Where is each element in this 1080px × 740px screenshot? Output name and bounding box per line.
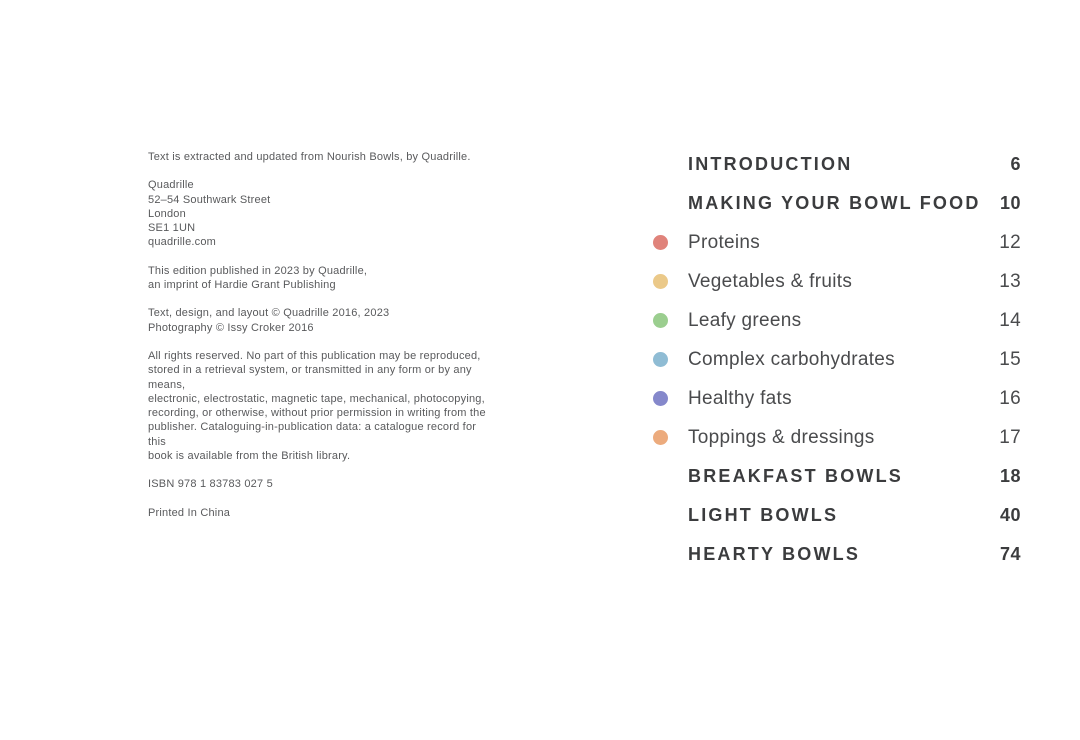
toc-row-healthy-fats: [653, 379, 1021, 418]
copyright-line: Photography © Issy Croker 2016: [148, 321, 314, 334]
toc-page-number: 14: [999, 309, 1021, 331]
category-dot-icon: [653, 274, 668, 289]
toc-page-number: 16: [999, 387, 1021, 409]
toc-entry-label: Leafy greens: [688, 309, 802, 331]
publisher-address: [148, 178, 493, 249]
toc-entry-label: Proteins: [688, 231, 761, 253]
toc-row-leafy-greens: [653, 301, 1021, 340]
toc-page-number: 6: [1010, 154, 1021, 174]
colophon: [148, 150, 493, 520]
copyright-line: Text, design, and layout © Quadrille 2016, 2023: [148, 307, 390, 320]
edition-info: [148, 264, 493, 293]
toc-entry-label: INTRODUCTION: [688, 154, 853, 174]
toc-row-making-your-bowl-food: [653, 184, 1021, 223]
rights-line: stored in a retrieval system, or transmitted in any form or by any means,: [148, 364, 472, 391]
category-dot-cell: [653, 352, 688, 367]
printed-in-text: Printed In China: [148, 506, 231, 519]
toc-page-number: 12: [999, 231, 1021, 253]
toc-row-introduction: [653, 145, 1021, 184]
copyright-info: [148, 306, 493, 335]
toc-entry-label: HEARTY BOWLS: [688, 544, 861, 564]
toc-row-complex-carbohydrates: [653, 340, 1021, 379]
toc-page-number: 13: [999, 270, 1021, 292]
category-dot-cell: [653, 430, 688, 445]
toc-entry-label: Complex carbohydrates: [688, 348, 895, 370]
category-dot-cell: [653, 313, 688, 328]
rights-line: electronic, electrostatic, magnetic tape, mechanical, photocopying,: [148, 392, 485, 405]
category-dot-icon: [653, 391, 668, 406]
toc-row-proteins: [653, 223, 1021, 262]
toc-row-toppings-dressings: [653, 418, 1021, 457]
toc-page-number: 15: [999, 348, 1021, 370]
category-dot-cell: [653, 274, 688, 289]
address-line: Quadrille: [148, 179, 194, 192]
edition-line: an imprint of Hardie Grant Publishing: [148, 279, 336, 292]
isbn-text: ISBN 978 1 83783 027 5: [148, 478, 273, 491]
category-dot-cell: [653, 391, 688, 406]
toc-page-number: 74: [999, 544, 1021, 564]
category-dot-icon: [653, 235, 668, 250]
category-dot-cell: [653, 235, 688, 250]
toc-entry-label: Vegetables & fruits: [688, 270, 853, 292]
toc-page-number: 40: [999, 505, 1021, 525]
address-line: London: [148, 207, 186, 220]
category-dot-icon: [653, 313, 668, 328]
attribution-text: Text is extracted and updated from Nourish Bowls, by Quadrille.: [148, 151, 471, 163]
toc-row-vegetables-fruits: [653, 262, 1021, 301]
edition-line: This edition published in 2023 by Quadrille,: [148, 264, 368, 277]
rights-statement: [148, 349, 493, 463]
category-dot-icon: [653, 430, 668, 445]
rights-line: publisher. Cataloguing-in-publication data: a catalogue record for this: [148, 421, 477, 448]
category-dot-icon: [653, 352, 668, 367]
rights-line: All rights reserved. No part of this publication may be reproduced,: [148, 349, 481, 362]
address-line: 52–54 Southwark Street: [148, 193, 271, 206]
toc-page-number: 18: [999, 466, 1021, 486]
toc-entry-label: Toppings & dressings: [688, 426, 875, 448]
toc-page-number: 10: [999, 193, 1021, 213]
toc-entry-label: Healthy fats: [688, 387, 792, 409]
toc-page-number: 17: [999, 426, 1021, 448]
toc-entry-label: BREAKFAST BOWLS: [688, 466, 903, 486]
toc-row-hearty-bowls: [653, 535, 1021, 574]
toc-entry-label: LIGHT BOWLS: [688, 505, 839, 525]
address-line: SE1 1UN: [148, 222, 196, 235]
table-of-contents: [653, 145, 1021, 574]
toc-row-light-bowls: [653, 496, 1021, 535]
toc-entry-label: MAKING YOUR BOWL FOOD: [688, 193, 981, 213]
toc-row-breakfast-bowls: [653, 457, 1021, 496]
address-line: quadrille.com: [148, 236, 217, 249]
rights-line: book is available from the British library.: [148, 450, 351, 463]
rights-line: recording, or otherwise, without prior permission in writing from the: [148, 407, 486, 420]
